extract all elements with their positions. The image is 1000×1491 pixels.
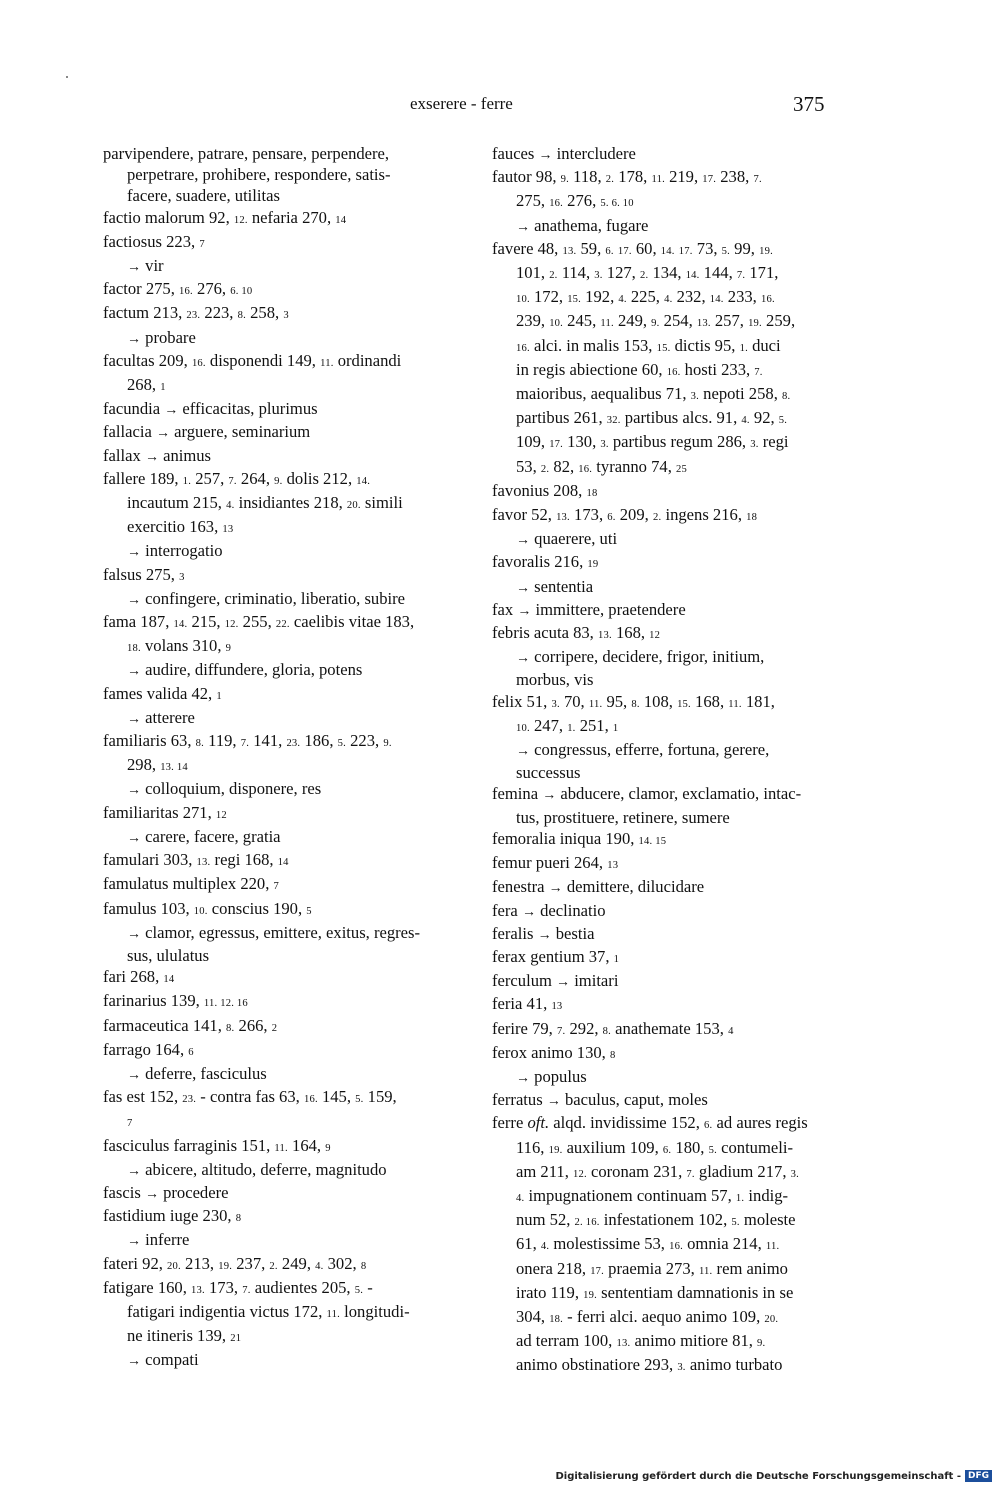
cross-reference-arrow-icon: → [537, 927, 552, 943]
index-entry [103, 207, 448, 231]
index-entry [492, 1042, 834, 1089]
index-line: → inferre [127, 1230, 190, 1250]
scan-mark [66, 76, 68, 78]
index-line: irato 119, 19. sententiam damnationis in se [516, 1282, 794, 1302]
index-line: femur pueri 264, 13 [492, 853, 619, 873]
cross-reference-arrow-icon: → [127, 1067, 141, 1083]
index-entry [103, 1015, 448, 1039]
index-line: → corripere, decidere, frigor, initium, [516, 647, 765, 667]
index-line: factio malorum 92, 12. nefaria 270, 14 [103, 207, 347, 227]
index-entry [103, 966, 448, 990]
index-line: favor 52, 13. 173, 6. 209, 2. ingens 216, 18 [492, 505, 758, 525]
index-entry [492, 970, 834, 993]
index-entry [103, 990, 448, 1014]
index-line: femina → abducere, clamor, exclamatio, intac- [492, 784, 802, 804]
cross-reference-arrow-icon: → [127, 545, 141, 561]
cross-reference-arrow-icon: → [538, 148, 553, 163]
footer-credit [555, 1470, 992, 1482]
index-column-right [492, 143, 834, 1379]
index-entry [103, 873, 448, 897]
index-line: → confingere, criminatio, liberatio, subire [127, 588, 406, 608]
index-line: → deferre, fasciculus [127, 1063, 267, 1083]
index-line: factor 275, 16. 276, 6. 10 [103, 279, 253, 299]
index-line: facere, suadere, utilitas [127, 186, 280, 206]
index-entry [103, 302, 448, 349]
index-line: → vir [127, 256, 164, 276]
index-entry [103, 278, 448, 302]
cross-reference-arrow-icon: → [127, 783, 141, 799]
index-entry [492, 599, 834, 622]
cross-reference-arrow-icon: → [164, 403, 179, 419]
running-title: exserere - ferre [410, 94, 513, 113]
index-entry [492, 946, 834, 970]
index-entry [492, 551, 834, 598]
index-line: 7 [127, 1118, 133, 1130]
index-entry [492, 143, 834, 166]
index-entry [103, 564, 448, 611]
index-entry [492, 480, 834, 504]
index-line: → populus [516, 1066, 587, 1086]
cross-reference-arrow-icon: → [127, 1163, 141, 1179]
index-entry [103, 421, 448, 444]
index-line: favere 48, 13. 59, 6. 17. 60, 14. 17. 73, 5. 99, 19. [492, 238, 773, 258]
index-line: familiaris 63, 8. 119, 7. 141, 23. 186, 5. 223, 9. [103, 731, 392, 751]
index-entry [492, 828, 834, 852]
index-line: famulus 103, 10. conscius 190, 5 [103, 898, 312, 918]
index-line: ferire 79, 7. 292, 8. anathemate 153, 4 [492, 1018, 734, 1038]
index-line: → colloquium, disponere, res [127, 779, 322, 799]
index-entry [492, 691, 834, 784]
cross-reference-arrow-icon: → [127, 926, 141, 942]
index-line: morbus, vis [516, 670, 594, 690]
index-line: fastidium iuge 230, 8 [103, 1206, 242, 1226]
cross-reference-arrow-icon: → [127, 331, 141, 347]
page-number: 375 [793, 92, 825, 116]
index-line: incautum 215, 4. insidiantes 218, 20. simili [127, 493, 403, 513]
index-line: animo obstinatiore 293, 3. animo turbato [516, 1355, 783, 1375]
index-line: fera → declinatio [492, 900, 606, 920]
index-entry [103, 445, 448, 468]
index-line: factum 213, 23. 223, 8. 258, 3 [103, 303, 289, 323]
index-line: am 211, 12. coronam 231, 7. gladium 217, 3. [516, 1161, 799, 1181]
index-line: fallax → animus [103, 445, 212, 465]
index-line: fax → immittere, praetendere [492, 599, 686, 619]
cross-reference-arrow-icon: → [516, 219, 530, 235]
index-line: → probare [127, 327, 196, 347]
index-entry [492, 783, 834, 827]
index-line: → sententia [516, 576, 594, 596]
index-entry [492, 166, 834, 238]
cross-reference-arrow-icon: → [127, 664, 141, 680]
index-line: fatigari indigentia victus 172, 11. longitudi- [127, 1301, 410, 1321]
index-line: 10. 172, 15. 192, 4. 225, 4. 232, 14. 233, 16. [516, 287, 775, 307]
index-line: → quaerere, uti [516, 529, 618, 549]
index-line: 53, 2. 82, 16. tyranno 74, 25 [516, 456, 688, 476]
index-entry [103, 350, 448, 398]
index-entry [492, 876, 834, 899]
index-line: 101, 2. 114, 3. 127, 2. 134, 14. 144, 7. 171, [516, 263, 779, 283]
index-entry [103, 1277, 448, 1373]
index-line: → compati [127, 1350, 199, 1370]
index-line: num 52, 2. 16. infestationem 102, 5. moleste [516, 1210, 796, 1230]
index-line: → interrogatio [127, 541, 223, 561]
index-line: felix 51, 3. 70, 11. 95, 8. 108, 15. 168, 11. 181, [492, 691, 775, 711]
cross-reference-arrow-icon: → [127, 830, 141, 846]
index-line: feralis → bestia [492, 923, 595, 943]
index-entry [103, 849, 448, 873]
cross-reference-arrow-icon: → [517, 603, 532, 619]
index-line: favonius 208, 18 [492, 480, 598, 500]
index-entry [103, 1205, 448, 1252]
index-line: fari 268, 14 [103, 967, 175, 987]
index-line: in regis abiectione 60, 16. hosti 233, 7. [516, 359, 763, 379]
index-line: facultas 209, 16. disponendi 149, 11. ordinandi [103, 350, 402, 370]
index-entry [103, 143, 448, 207]
index-line: → atterere [127, 707, 195, 727]
index-line: famulari 303, 13. regi 168, 14 [103, 850, 289, 870]
index-line: partibus 261, 32. partibus alcs. 91, 4. 92, 5. [516, 408, 788, 428]
index-entry [103, 1135, 448, 1182]
index-line: femoralia iniqua 190, 14. 15 [492, 828, 667, 848]
index-line: 18. volans 310, 9 [127, 636, 232, 656]
cross-reference-arrow-icon: → [548, 881, 563, 897]
index-entry [103, 611, 448, 683]
index-line: falsus 275, 3 [103, 564, 185, 584]
index-line: fenestra → demittere, dilucidare [492, 877, 705, 897]
index-entry [103, 398, 448, 421]
index-entry [103, 683, 448, 730]
index-line: fas est 152, 23. - contra fas 63, 16. 145, 5. 159, [103, 1087, 397, 1107]
index-line: → anathema, fugare [516, 215, 649, 235]
index-line: 275, 16. 276, 5. 6. 10 [516, 191, 634, 211]
index-line: fallacia → arguere, seminarium [103, 422, 311, 442]
dfg-logo: DFG [965, 1470, 992, 1482]
cross-reference-arrow-icon: → [542, 788, 557, 804]
index-line: fasciculus farraginis 151, 11. 164, 9 [103, 1135, 331, 1155]
index-line: 116, 19. auxilium 109, 6. 180, 5. contumeli- [516, 1137, 794, 1157]
index-line: ferratus → baculus, caput, moles [492, 1090, 708, 1110]
index-line: 109, 17. 130, 3. partibus regum 286, 3. regi [516, 432, 789, 452]
cross-reference-arrow-icon: → [127, 260, 141, 276]
index-entry [103, 1039, 448, 1086]
index-line: fallere 189, 1. 257, 7. 264, 9. dolis 212, 14. [103, 468, 371, 488]
index-entry [492, 1018, 834, 1042]
index-entry [103, 1253, 448, 1277]
index-line: fama 187, 14. 215, 12. 255, 22. caelibis vitae 183, [103, 612, 415, 632]
index-line: 239, 10. 245, 11. 249, 9. 254, 13. 257, 19. 259, [516, 311, 796, 331]
index-line: ferax gentium 37, 1 [492, 946, 620, 966]
index-line: tus, prostituere, retinere, sumere [516, 807, 730, 827]
index-entry [492, 238, 834, 480]
index-line: → clamor, egressus, emittere, exitus, regres- [127, 922, 421, 942]
index-line: parvipendere, patrare, pensare, perpendere, [103, 144, 390, 163]
index-line: ferox animo 130, 8 [492, 1042, 616, 1062]
index-line: febris acuta 83, 13. 168, 12 [492, 623, 661, 643]
index-entry [492, 1112, 834, 1378]
index-line: farinarius 139, 11. 12. 16 [103, 991, 248, 1011]
index-line: → carere, facere, gratia [127, 826, 281, 846]
index-line: fautor 98, 9. 118, 2. 178, 11. 219, 17. 238, 7. [492, 167, 762, 187]
cross-reference-arrow-icon: → [516, 1070, 530, 1086]
index-line: → abicere, altitudo, deferre, magnitudo [127, 1159, 387, 1179]
index-entry [103, 898, 448, 967]
index-line: farrago 164, 6 [103, 1039, 194, 1059]
index-line: famulatus multiplex 220, 7 [103, 874, 280, 894]
index-line: ferre oft. alqd. invidissime 152, 6. ad aures regis [492, 1113, 808, 1133]
cross-reference-arrow-icon: → [516, 580, 530, 596]
index-line: ad terram 100, 13. animo mitiore 81, 9. [516, 1331, 766, 1351]
index-line: successus [516, 763, 581, 783]
index-line: fascis → procedere [103, 1182, 229, 1202]
index-entry [492, 1089, 834, 1112]
cross-reference-arrow-icon: → [516, 651, 530, 667]
cross-reference-arrow-icon: → [516, 744, 530, 760]
index-entry [103, 1086, 448, 1134]
index-entry [103, 231, 448, 278]
cross-reference-arrow-icon: → [521, 904, 536, 920]
index-line: favoralis 216, 19 [492, 552, 599, 572]
index-column-left [103, 143, 448, 1373]
index-line: → audire, diffundere, gloria, potens [127, 660, 363, 680]
cross-reference-arrow-icon: → [155, 426, 170, 442]
cross-reference-arrow-icon: → [127, 1234, 141, 1250]
index-line: ferculum → imitari [492, 971, 619, 991]
index-line: 16. alci. in malis 153, 15. dictis 95, 1. duci [516, 335, 781, 355]
index-entry [103, 468, 448, 564]
cross-reference-arrow-icon: → [127, 1354, 141, 1370]
running-head [0, 94, 1000, 120]
index-line: fauces → intercludere [492, 144, 636, 163]
index-line: 61, 4. molestissime 53, 16. omnia 214, 11. [516, 1234, 780, 1254]
index-entry [492, 923, 834, 946]
index-line: fatigare 160, 13. 173, 7. audientes 205, 5. - [103, 1277, 373, 1297]
index-line: → congressus, efferre, fortuna, gerere, [516, 740, 770, 760]
index-line: factiosus 223, 7 [103, 231, 205, 251]
cross-reference-arrow-icon: → [144, 449, 159, 465]
index-line: 304, 18. - ferri alci. aequo animo 109, 20. [516, 1306, 779, 1326]
cross-reference-arrow-icon: → [144, 1186, 159, 1202]
cross-reference-arrow-icon: → [546, 1094, 561, 1110]
index-entry [103, 802, 448, 849]
index-line: perpetrare, prohibere, respondere, satis- [127, 165, 391, 185]
index-line: feria 41, 13 [492, 994, 563, 1014]
index-line: fames valida 42, 1 [103, 683, 222, 703]
index-line: exercitio 163, 13 [127, 517, 234, 537]
index-line: ne itineris 139, 21 [127, 1326, 242, 1346]
index-line: 10. 247, 1. 251, 1 [516, 715, 619, 735]
index-line: facundia → efficacitas, plurimus [103, 399, 318, 419]
cross-reference-arrow-icon: → [127, 711, 141, 727]
index-entry [492, 900, 834, 923]
index-entry [492, 504, 834, 551]
index-entry [492, 622, 834, 691]
index-line: 298, 13. 14 [127, 755, 188, 775]
footer-text: Digitalisierung gefördert durch die Deutsche Forschungsgemeinschaft - [555, 1470, 961, 1482]
index-line: sus, ululatus [127, 945, 210, 965]
index-entry [492, 993, 834, 1017]
index-line: familiaritas 271, 12 [103, 802, 227, 822]
index-line: maioribus, aequalibus 71, 3. nepoti 258, 8. [516, 384, 791, 404]
cross-reference-arrow-icon: → [127, 592, 141, 608]
index-line: 4. impugnationem continuam 57, 1. indig- [516, 1185, 789, 1205]
index-entry [492, 852, 834, 876]
cross-reference-arrow-icon: → [516, 533, 530, 549]
cross-reference-arrow-icon: → [556, 975, 571, 991]
index-entry [103, 1182, 448, 1205]
index-line: onera 218, 17. praemia 273, 11. rem animo [516, 1258, 788, 1278]
index-line: farmaceutica 141, 8. 266, 2 [103, 1015, 278, 1035]
index-entry [103, 730, 448, 802]
index-line: fateri 92, 20. 213, 19. 237, 2. 249, 4. 302, 8 [103, 1253, 367, 1273]
index-line: 268, 1 [127, 375, 166, 395]
